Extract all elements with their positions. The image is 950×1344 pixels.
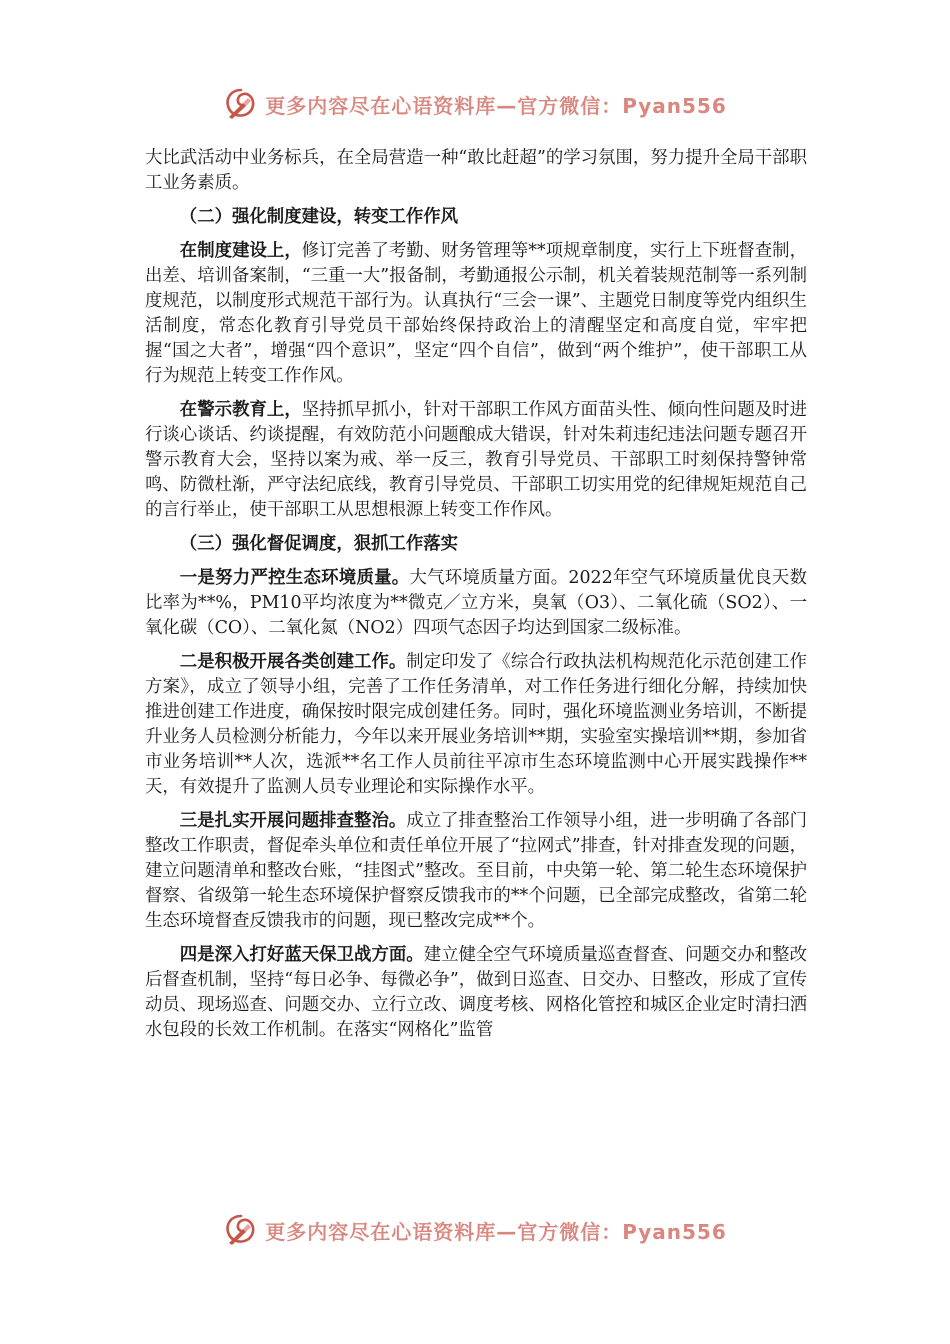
pen-swirl-logo-icon bbox=[223, 1212, 259, 1248]
paragraph-lead: 四是深入打好蓝天保卫战方面。 bbox=[179, 945, 424, 965]
footer-watermark-banner bbox=[0, 1210, 950, 1250]
paragraph-body: 成立了排查整治工作领导小组，进一步明确了各部门整改工作职责，督促牵头单位和责任单位开展了“拉网式”排查，针对排查发现的问题，建立问题清单和整改台账，“挂图式”整改。至目前，中央第一轮、第二轮生态环境保护督察、省级第一轮生态环境保护督察反馈我市的**个问题，已全部完成整改，省第二轮生态环境督查反馈我市的问题，现已整改完成**个。 bbox=[145, 811, 807, 931]
pen-swirl-logo-icon bbox=[223, 86, 259, 122]
header-watermark-banner bbox=[0, 84, 950, 124]
paragraph-body: 修订完善了考勤、财务管理等**项规章制度，实行上下班督查制，出差、培训备案制，“三重一大”报备制，考勤通报公示制，机关着装规范制等一系列制度规范，以制度形式规范干部行为。认真执行“三会一课”、主题党日制度等党内组织生活制度，常态化教育引导党员干部始终保持政治上的清醒坚定和高度自觉，牢牢把握“国之大者”，增强“四个意识”，坚定“四个自信”，做到“两个维护”，使干部职工从行为规范上转变工作作风。 bbox=[145, 241, 807, 386]
banner-text: 更多内容尽在心语资料库—官方微信：Pyan556 bbox=[265, 93, 727, 118]
section-heading-2: （二）强化制度建设，转变工作作风 bbox=[179, 207, 459, 227]
paragraph-point-two bbox=[145, 650, 807, 800]
paragraph-body: 大气环境质量方面。2022年空气环境质量优良天数比率为**%，PM10平均浓度为**微克／立方米，臭氧（O3）、二氧化硫（SO2）、一氧化碳（CO）、二氧化氮（NO2）四项气态因子均达到国家二级标准。 bbox=[145, 568, 807, 638]
paragraph-lead: 在制度建设上， bbox=[179, 241, 302, 261]
paragraph-point-four bbox=[145, 943, 807, 1043]
paragraph-body: 建立健全空气环境质量巡查督查、问题交办和整改后督查机制，坚持“每日必争、每微必争”，做到日巡查、日交办、日整改，形成了宣传动员、现场巡查、问题交办、立行立改、调度考核、网格化管控和城区企业定时清扫洒水包段的长效工作机制。在落实“网格化”监管 bbox=[145, 945, 807, 1040]
paragraph-warning-education bbox=[145, 398, 807, 523]
paragraph-body: 坚持抓早抓小，针对干部职工作风方面苗头性、倾向性问题及时进行谈心谈话、约谈提醒，有效防范小问题酿成大错误，针对朱莉违纪违法问题专题召开警示教育大会，坚持以案为戒、举一反三，教育引导党员、干部职工时刻保持警钟常鸣、防微杜渐，严守法纪底线，教育引导党员、干部职工切实用党的纪律规矩规范自己的言行举止，使干部职工从思想根源上转变工作作风。 bbox=[145, 400, 807, 520]
banner-text: 更多内容尽在心语资料库—官方微信：Pyan556 bbox=[265, 1219, 727, 1244]
paragraph-lead: 在警示教育上， bbox=[179, 400, 302, 420]
section-heading-3: （三）强化督促调度，狠抓工作落实 bbox=[179, 534, 459, 554]
paragraph-point-three bbox=[145, 809, 807, 934]
document-body bbox=[145, 146, 807, 1043]
paragraph-lead: 三是扎实开展问题排查整治。 bbox=[179, 811, 407, 831]
paragraph-lead: 一是努力严控生态环境质量。 bbox=[179, 568, 410, 588]
paragraph-system-building bbox=[145, 239, 807, 389]
paragraph-point-one bbox=[145, 566, 807, 641]
paragraph-lead: 二是积极开展各类创建工作。 bbox=[179, 652, 407, 672]
paragraph-body: 制定印发了《综合行政执法机构规范化示范创建工作方案》，成立了领导小组，完善了工作任务清单，对工作任务进行细化分解，持续加快推进创建工作进度，确保按时限完成创建任务。同时，强化环境监测业务培训，不断提升业务人员检测分析能力，今年以来开展业务培训**期，实验室实操培训**期，参加省市业务培训**人次，选派**名工作人员前往平凉市生态环境监测中心开展实践操作**天，有效提升了监测人员专业理论和实际操作水平。 bbox=[145, 652, 807, 797]
paragraph-continuation: 大比武活动中业务标兵，在全局营造一种“敢比赶超”的学习氛围，努力提升全局干部职工业务素质。 bbox=[145, 148, 807, 193]
